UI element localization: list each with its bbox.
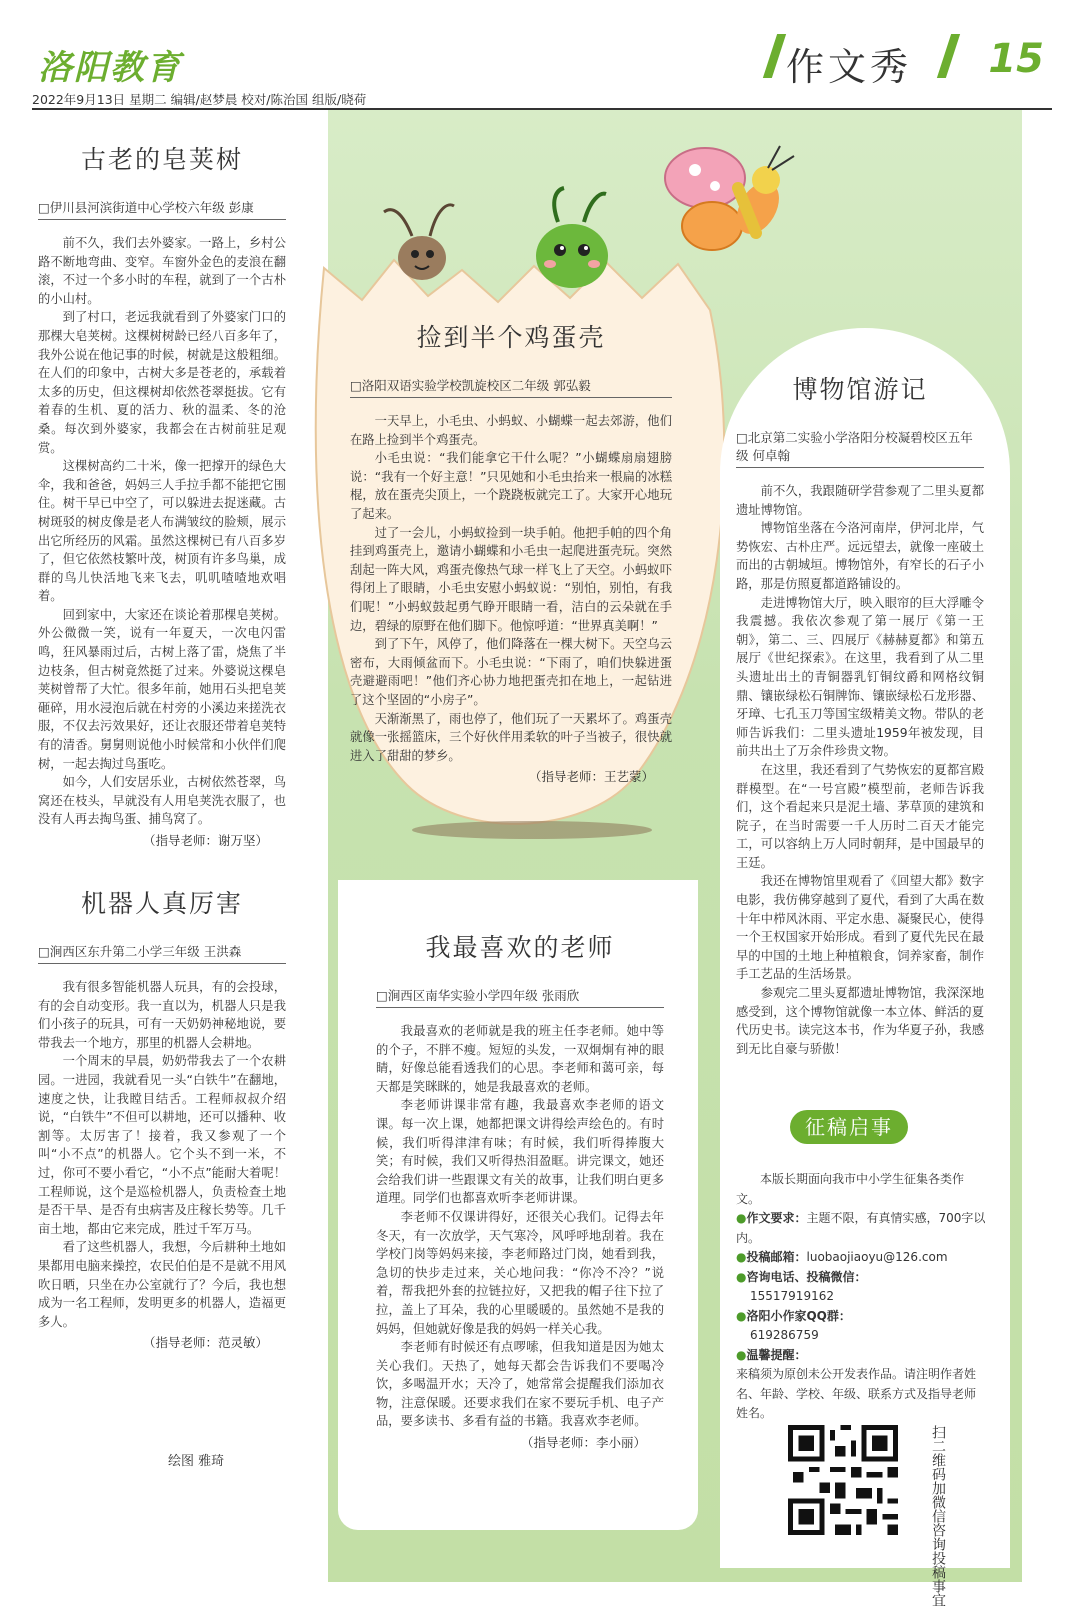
paragraph: 如今，人们安居乐业，古树依然苍翠，鸟窝还在枝头，早就没有人用皂荚洗衣服了，也没有人再去掏鸟蛋、捕鸟窝了。 — [38, 775, 286, 827]
issue-meta: 2022年9月13日 星期二 编辑/赵梦晨 校对/陈治国 组版/晓荷 — [32, 92, 367, 107]
paragraph: 回到家中，大家还在谈论着那棵皂荚树。外公微微一笑，说有一年夏天，一次电闪雷鸣，狂风暴雨过后，古树上落了雷，烧焦了半边枝条，但古树竟然挺了过来。外婆说这棵皂荚树曾帮了大忙。很多年前，她用石头把皂荚砸碎，用水浸泡后就在村旁的小溪边来搓洗衣服，不仅去污效果好，还让衣服还带着皂荚特有的清香。舅舅则说他小时候常和小伙伴们爬树，一起去掏过鸟蛋吃。 — [38, 607, 286, 771]
paragraph: 参观完二里头夏都遗址博物馆，我深深地感受到，这个博物馆就像一本立体、鲜活的夏代历史书。读完这本书，作为华夏子孙，我感到无比自豪与骄傲！ — [736, 986, 984, 1056]
article-body — [38, 234, 286, 829]
article-body — [38, 978, 286, 1331]
paragraph: 李老师有时候还有点啰嗦，但我知道是因为她太关心我们。天热了，她每天都会告诉我们不要喝冷饮，多喝温开水；天冷了，她常常会提醒我们添加衣物，注意保暖。还要求我们在家不要玩手机、电子产品，要多读书、多看有益的书籍。我喜欢李老师。 — [376, 1340, 664, 1429]
teacher-credit: （指导老师：谢万坚） — [142, 833, 268, 848]
call-for-submissions-body — [736, 1170, 986, 1424]
callfor-requirements: ●作文要求：主题不限，有真情实感，700字以内。 — [736, 1211, 986, 1245]
paragraph: 过了一会儿，小蚂蚁捡到一块手帕。他把手帕的四个角挂到鸡蛋壳上，邀请小蝴蝶和小毛虫一起爬进蛋壳玩。突然刮起一阵大风，鸡蛋壳像热气球一样飞上了天空。小蚂蚁吓得闭上了眼睛，小毛虫安慰小蚂蚁说：“别怕，别怕，有我们呢！”小蚂蚁鼓起勇气睁开眼睛一看，洁白的云朵就在手边，碧绿的原野在他们脚下。他惊呼道：“世界真美啊！” — [350, 525, 672, 633]
section-title: 作文秀 — [785, 45, 912, 89]
paragraph: 一天早上，小毛虫、小蚂蚁、小蝴蝶一起去郊游，他们在路上捡到半个鸡蛋壳。 — [350, 414, 672, 447]
paragraph: 在这里，我还看到了气势恢宏的夏都宫殿群模型。在“一号宫殿”模型前，老师告诉我们，这个看起来只是泥土墙、茅草顶的建筑和院子，在当时需要一千人历时二百天才能完工，可以容纳上万人同时朝拜，是中国最早的王廷。 — [736, 762, 984, 870]
callfor-tip-label: ●温馨提醒： — [736, 1347, 807, 1362]
callfor-email[interactable]: ●投稿邮箱：luobaojiaoyu@126.com — [736, 1250, 948, 1264]
article-robots — [38, 884, 286, 1351]
callfor-qq-label: ●洛阳小作家QQ群： — [736, 1308, 851, 1323]
slash-decoration — [763, 34, 786, 78]
article-body — [736, 482, 984, 1058]
teacher-credit: （指导老师：王艺蒙） — [528, 769, 654, 785]
paragraph: 博物馆坐落在今洛河南岸，伊河北岸，气势恢宏、古朴庄严。远远望去，就像一座破土而出的古朝城垣。博物馆外，有窄长的石子小路，那是仿照夏都道路铺设的。 — [736, 521, 984, 591]
butterfly-illustration — [660, 138, 810, 258]
article-byline: □伊川县河滨街道中心学校六年级 彭康 — [38, 198, 286, 220]
paragraph: 前不久，我们去外婆家。一路上，乡村公路不断地弯曲、变窄。车窗外金色的麦浪在翻滚，不过一个多小时的车程，就到了一个古朴的小山村。 — [38, 236, 286, 306]
paragraph: 走进博物馆大厅，映入眼帘的巨大浮雕令我震撼。我依次参观了第一展厅《第一王朝》，第二、三、四展厅《赫赫夏都》和第五展厅《世纪探索》。在这里，我看到了从二里头遗址出土的青铜器乳钉铜纹爵和网格纹铜鼎、镶嵌绿松石铜牌饰、镶嵌绿松石龙形器、牙璋、七孔玉刀等国宝级精美文物。带队的老师告诉我们：二里头遗址1959年被发现，目前共出土了万余件珍贵文物。 — [736, 595, 984, 759]
page-number: 15 — [988, 36, 1044, 82]
article-byline: □涧西区南华实验小学四年级 张雨欣 — [376, 986, 664, 1008]
slash-decoration — [937, 34, 960, 78]
teacher-credit: （指导老师：李小丽） — [520, 1435, 646, 1451]
article-title: 博物馆游记 — [792, 375, 928, 404]
paragraph: 前不久，我跟随研学营参观了二里头夏都遗址博物馆。 — [736, 484, 984, 517]
callfor-qq: 619286759 — [750, 1328, 819, 1342]
article-title: 机器人真厉害 — [80, 889, 243, 918]
paragraph: 我最喜欢的老师就是我的班主任李老师。她中等的个子，不胖不瘦。短短的头发，一双炯炯有神的眼睛，好像总能看透我们的心思。李老师和蔼可亲，每天都是笑眯眯的，她是我最喜欢的老师。 — [376, 1024, 664, 1094]
paragraph: 看了这些机器人，我想，今后耕种土地如果都用电脑来操控，农民伯伯是不是就不用风吹日晒，只坐在办公室就行了？今后，我也想成为一名工程师，发明更多的机器人，造福更多人。 — [38, 1240, 286, 1329]
article-title: 捡到半个鸡蛋壳 — [416, 323, 606, 352]
article-byline: □涧西区东升第二小学三年级 王洪森 — [38, 942, 286, 964]
article-eggshell — [350, 318, 672, 785]
paragraph: 天渐渐黑了，雨也停了，他们玩了一天累坏了。鸡蛋壳就像一张摇篮床，三个好伙伴用柔软的叶子当被子，很快就进入了甜甜的梦乡。 — [350, 711, 672, 763]
paragraph: 小毛虫说：“我们能拿它干什么呢？”小蝴蝶扇扇翅膀说：“我有一个好主意！”只见她和小毛虫抬来一根扁的冰糕棍，放在蛋壳尖顶上，一个跷跷板就完工了。大家开心地玩了起来。 — [350, 451, 672, 521]
paragraph: 我还在博物馆里观看了《回望大都》数字电影，我仿佛穿越到了夏代，看到了大禹在数十年中栉风沐雨、平定水患、凝聚民心，使得一个王权国家开始形成。看到了夏代先民在最早的中国的土地上种植粮食，饲养家畜，制作手工艺品的生活场景。 — [736, 874, 984, 982]
paragraph: 李老师讲课非常有趣，我最喜欢李老师的语文课。每一次上课，她都把课文讲得绘声绘色的。有时候，我们听得津津有味；有时候，我们听得捧腹大笑；有时候，我们又听得热泪盈眶。讲完课文，她还会给我们讲一些跟课文有关的故事，让我们明白更多道理。同学们也都喜欢听李老师讲课。 — [376, 1098, 664, 1206]
illustrator-credit: 绘图 雅琦 — [168, 1454, 225, 1469]
callfor-intro: 本版长期面向我市中小学生征集各类作文。 — [736, 1172, 965, 1206]
header-rule — [32, 108, 1052, 110]
article-byline: □洛阳双语实验学校凯旋校区二年级 郭弘毅 — [350, 376, 672, 398]
article-favorite-teacher — [376, 928, 664, 1451]
callfor-phone: 15517919162 — [750, 1289, 834, 1303]
article-museum — [736, 370, 984, 1058]
qr-caption: 扫二维码加微信咨询投稿事宜 — [930, 1425, 946, 1607]
callfor-tip: 来稿须为原创未公开发表作品。请注明作者姓名、年龄、学校、年级、联系方式及指导老师姓名。 — [736, 1367, 977, 1420]
article-title: 我最喜欢的老师 — [425, 933, 615, 962]
paragraph: 到了下午，风停了，他们降落在一棵大树下。天空乌云密布，大雨倾盆而下。小毛虫说：“下雨了，咱们快躲进蛋壳避避雨吧！”他们齐心协力地把蛋壳扣在地上，一起钻进了这个坚固的“小房子”。 — [350, 637, 672, 707]
article-byline: □北京第二实验小学洛阳分校凝碧校区五年级 何卓翰 — [736, 428, 984, 468]
paragraph: 李老师不仅课讲得好，还很关心我们。记得去年冬天，有一次放学，天气寒冷，风呼呼地刮着。我在学校门岗等妈妈来接，李老师路过门岗，她看到我，急切的快步走过来，关心地问我：“你冷不冷？”说着，帮我把外套的拉链拉好，又把我的帽子往下拉了拉，盖上了耳朵，我的心里暖暖的。虽然她不是我的妈妈，但她就好像是我的妈妈一样关心我。 — [376, 1209, 664, 1336]
article-ancient-tree — [38, 140, 286, 849]
teacher-credit: （指导老师：范灵敏） — [142, 1335, 268, 1351]
caterpillar-illustration — [520, 182, 630, 292]
newspaper-brand: 洛阳教育 — [38, 48, 182, 88]
qr-code-icon[interactable] — [788, 1425, 898, 1535]
article-body — [376, 1022, 664, 1431]
paragraph: 这棵树高约二十米，像一把撑开的绿色大伞，我和爸爸，妈妈三人手拉手都不能把它围住。树干早已中空了，可以躲进去捉迷藏。古树斑驳的树皮像是老人布满皱纹的脸颊，展示出它所经历的风霜。虽然这棵树已有八百多岁了，但它依然枝繁叶茂，树顶有许多鸟巢，成群的鸟儿快活地飞来飞去，叽叽喳喳地欢唱着。 — [38, 459, 286, 604]
paragraph: 一个周末的早晨，奶奶带我去了一个农耕园。一进园，我就看见一头“白铁牛”在翻地，速度之快，让我瞠目结舌。工程师叔叔介绍说，“白铁牛”不但可以耕地，还可以播种、收割等。太厉害了！接着，我又参观了一个叫“小不点”的机器人。它个头不到一米，不过，你可不要小看它，“小不点”能耐大着呢！工程师说，这个是巡检机器人，负责检查土地是否干旱、是否有虫病害及庄稼长势等。几千亩土地，都由它来完成，胜过千军万马。 — [38, 1054, 286, 1236]
ant-illustration — [382, 196, 482, 286]
article-title: 古老的皂荚树 — [80, 145, 243, 174]
article-body — [350, 412, 672, 765]
paragraph: 到了村口，老远我就看到了外婆家门口的那棵大皂荚树。这棵树树龄已经八百多年了，我外公说在他记事的时候，树就是这般粗细。在人们的印象中，古树大多是苍老的，承载着太多的历史，但这棵树却依然苍翠挺拔。它有着春的生机、夏的活力、秋的温柔、冬的沧桑。每次到外婆家，我都会在古树前驻足观赏。 — [38, 310, 286, 455]
call-for-submissions-heading: 征稿启事 — [790, 1110, 908, 1144]
callfor-phone-label: ●咨询电话、投稿微信： — [736, 1269, 867, 1284]
paragraph: 我有很多智能机器人玩具，有的会投球，有的会自动变形。我一直以为，机器人只是我们小孩子的玩具，可有一天奶奶神秘地说，要带我去一个地方，那里的机器人会耕地。 — [38, 980, 286, 1050]
